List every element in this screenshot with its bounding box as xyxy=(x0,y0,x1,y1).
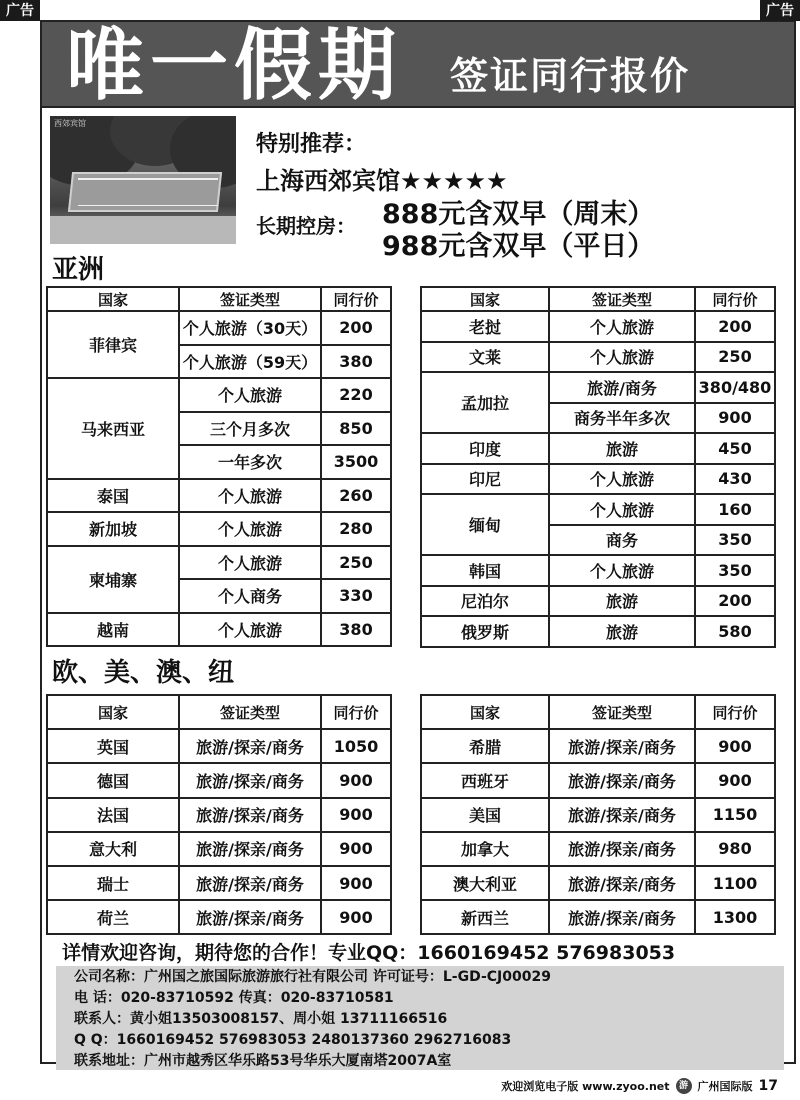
visa-cell: 旅游/探亲/商务 xyxy=(549,866,695,900)
price-cell: 580 xyxy=(695,616,775,647)
price-cell: 900 xyxy=(321,866,391,900)
country-cell: 文莱 xyxy=(421,342,549,373)
table-row xyxy=(421,729,775,763)
visa-cell: 商务 xyxy=(549,525,695,556)
table-row xyxy=(47,832,391,866)
visa-cell: 三个月多次 xyxy=(179,412,321,446)
price-cell: 200 xyxy=(321,311,391,345)
table-row xyxy=(421,900,775,934)
price-cell: 980 xyxy=(695,832,775,866)
table-row xyxy=(47,613,391,647)
table-row xyxy=(47,798,391,832)
price-cell: 250 xyxy=(321,546,391,580)
table-row xyxy=(47,378,391,412)
visa-cell: 个人旅游 xyxy=(549,342,695,373)
room-hold-label: 长期控房： xyxy=(256,214,356,238)
page-subtitle: 签证同行报价 xyxy=(450,54,691,98)
col-country: 国家 xyxy=(421,695,549,729)
price-cell: 900 xyxy=(321,900,391,934)
price-cell: 330 xyxy=(321,579,391,613)
table-row xyxy=(421,555,775,586)
ad-label-left: 广告 xyxy=(0,0,40,21)
footer-edition: 广州国际版 xyxy=(697,1080,753,1093)
table-row xyxy=(421,866,775,900)
country-cell: 英国 xyxy=(47,729,179,763)
country-cell: 孟加拉 xyxy=(421,372,549,433)
visa-cell: 旅游 xyxy=(549,433,695,464)
asia-table-right xyxy=(420,286,776,648)
visa-cell: 个人旅游 xyxy=(549,311,695,342)
table-row xyxy=(47,512,391,546)
country-cell: 韩国 xyxy=(421,555,549,586)
table-row xyxy=(421,798,775,832)
table-header-row xyxy=(47,695,391,729)
table-header-row xyxy=(421,695,775,729)
table-row xyxy=(421,433,775,464)
country-cell: 印度 xyxy=(421,433,549,464)
table-row xyxy=(47,866,391,900)
table-row xyxy=(47,729,391,763)
visa-cell: 旅游/商务 xyxy=(549,372,695,403)
country-cell: 新加坡 xyxy=(47,512,179,546)
visa-cell: 个人旅游 xyxy=(549,494,695,525)
visa-cell: 旅游/探亲/商务 xyxy=(549,798,695,832)
col-visa-type: 签证类型 xyxy=(549,287,695,311)
col-country: 国家 xyxy=(47,287,179,311)
country-cell: 老挝 xyxy=(421,311,549,342)
hotel-name: 上海西郊宾馆★★★★★ xyxy=(256,167,508,195)
table-row xyxy=(47,763,391,797)
company-phone: 电 话：020-83710592 传真：020-83710581 xyxy=(74,990,394,1006)
country-cell: 德国 xyxy=(47,763,179,797)
price-cell: 900 xyxy=(695,729,775,763)
country-cell: 法国 xyxy=(47,798,179,832)
country-cell: 尼泊尔 xyxy=(421,586,549,617)
zyoo-logo-icon: 游 xyxy=(676,1078,692,1094)
country-cell: 印尼 xyxy=(421,464,549,495)
weekday-price: 988元含双早（平日） xyxy=(382,231,655,262)
price-cell: 850 xyxy=(321,412,391,446)
visa-cell: 个人商务 xyxy=(179,579,321,613)
price-cell: 380 xyxy=(321,345,391,379)
visa-cell: 旅游/探亲/商务 xyxy=(549,900,695,934)
section-title-europe: 欧、美、澳、纽 xyxy=(52,658,235,688)
visa-cell: 个人旅游 xyxy=(179,479,321,513)
country-cell: 缅甸 xyxy=(421,494,549,555)
ad-label-right: 广告 xyxy=(760,0,800,21)
hotel-photo xyxy=(50,116,236,244)
visa-cell: 旅游 xyxy=(549,616,695,647)
price-cell: 200 xyxy=(695,311,775,342)
country-cell: 柬埔寨 xyxy=(47,546,179,613)
col-country: 国家 xyxy=(47,695,179,729)
table-row xyxy=(47,900,391,934)
page-footer xyxy=(501,1078,778,1094)
visa-cell: 旅游/探亲/商务 xyxy=(179,763,321,797)
col-visa-type: 签证类型 xyxy=(179,287,321,311)
company-name: 公司名称：广州国之旅国际旅游旅行社有限公司 许可证号：L-GD-CJ00029 xyxy=(74,969,551,985)
company-qq: Q Q：1660169452 576983053 2480137360 2962716083 xyxy=(74,1032,512,1048)
table-header-row xyxy=(421,287,775,311)
price-cell: 160 xyxy=(695,494,775,525)
col-visa-type: 签证类型 xyxy=(179,695,321,729)
country-cell: 希腊 xyxy=(421,729,549,763)
company-address: 联系地址：广州市越秀区华乐路53号华乐大厦南塔2007A室 xyxy=(74,1053,452,1069)
contact-line: 详情欢迎咨询，期待您的合作！专业QQ：1660169452 576983053 xyxy=(62,942,676,964)
visa-cell: 旅游/探亲/商务 xyxy=(179,798,321,832)
country-cell: 荷兰 xyxy=(47,900,179,934)
table-row xyxy=(421,616,775,647)
price-cell: 200 xyxy=(695,586,775,617)
table-header-row xyxy=(47,287,391,311)
price-cell: 350 xyxy=(695,525,775,556)
country-cell: 意大利 xyxy=(47,832,179,866)
country-cell: 美国 xyxy=(421,798,549,832)
table-row xyxy=(421,494,775,525)
country-cell: 澳大利亚 xyxy=(421,866,549,900)
country-cell: 泰国 xyxy=(47,479,179,513)
visa-cell: 旅游/探亲/商务 xyxy=(549,832,695,866)
promo-label: 特别推荐： xyxy=(256,132,367,157)
visa-cell: 旅游/探亲/商务 xyxy=(549,763,695,797)
price-cell: 1300 xyxy=(695,900,775,934)
country-cell: 加拿大 xyxy=(421,832,549,866)
visa-cell: 个人旅游 xyxy=(549,464,695,495)
col-visa-type: 签证类型 xyxy=(549,695,695,729)
europe-table-left xyxy=(46,694,392,935)
price-cell: 220 xyxy=(321,378,391,412)
table-row xyxy=(47,546,391,580)
price-cell: 900 xyxy=(321,763,391,797)
country-cell: 新西兰 xyxy=(421,900,549,934)
visa-cell: 旅游/探亲/商务 xyxy=(549,729,695,763)
country-cell: 马来西亚 xyxy=(47,378,179,479)
price-cell: 350 xyxy=(695,555,775,586)
company-contacts: 联系人：黄小姐13503008157、周小姐 13711166516 xyxy=(74,1011,448,1027)
visa-cell: 个人旅游（59天） xyxy=(179,345,321,379)
page-number: 17 xyxy=(758,1078,778,1094)
table-row xyxy=(421,586,775,617)
visa-cell: 一年多次 xyxy=(179,445,321,479)
visa-cell: 个人旅游（30天） xyxy=(179,311,321,345)
table-row xyxy=(47,311,391,345)
visa-cell: 个人旅游 xyxy=(179,512,321,546)
country-cell: 俄罗斯 xyxy=(421,616,549,647)
table-row xyxy=(421,464,775,495)
price-cell: 380 xyxy=(321,613,391,647)
visa-cell: 旅游 xyxy=(549,586,695,617)
price-cell: 280 xyxy=(321,512,391,546)
col-country: 国家 xyxy=(421,287,549,311)
visa-cell: 个人旅游 xyxy=(179,378,321,412)
visa-cell: 个人旅游 xyxy=(179,546,321,580)
price-cell: 3500 xyxy=(321,445,391,479)
price-cell: 250 xyxy=(695,342,775,373)
price-cell: 430 xyxy=(695,464,775,495)
europe-table-right xyxy=(420,694,776,935)
country-cell: 西班牙 xyxy=(421,763,549,797)
photo-caption: 西郊宾馆 xyxy=(54,119,86,128)
col-price: 同行价 xyxy=(695,287,775,311)
visa-cell: 旅游/探亲/商务 xyxy=(179,866,321,900)
asia-table-left xyxy=(46,286,392,647)
col-price: 同行价 xyxy=(321,695,391,729)
table-row xyxy=(421,342,775,373)
weekend-price: 888元含双早（周末） xyxy=(382,199,655,230)
table-row xyxy=(47,479,391,513)
brand-title: 唯一假期 xyxy=(66,20,403,111)
price-cell: 260 xyxy=(321,479,391,513)
visa-cell: 旅游/探亲/商务 xyxy=(179,832,321,866)
table-row xyxy=(421,372,775,403)
section-title-asia: 亚洲 xyxy=(52,255,105,285)
country-cell: 瑞士 xyxy=(47,866,179,900)
price-cell: 900 xyxy=(695,763,775,797)
visa-cell: 个人旅游 xyxy=(549,555,695,586)
price-cell: 900 xyxy=(321,832,391,866)
price-cell: 380/480 xyxy=(695,372,775,403)
table-row xyxy=(421,832,775,866)
country-cell: 菲律宾 xyxy=(47,311,179,378)
table-row xyxy=(421,311,775,342)
col-price: 同行价 xyxy=(321,287,391,311)
price-cell: 1050 xyxy=(321,729,391,763)
price-cell: 450 xyxy=(695,433,775,464)
visa-cell: 旅游/探亲/商务 xyxy=(179,900,321,934)
table-row xyxy=(421,763,775,797)
visa-cell: 旅游/探亲/商务 xyxy=(179,729,321,763)
price-cell: 1100 xyxy=(695,866,775,900)
col-price: 同行价 xyxy=(695,695,775,729)
price-cell: 1150 xyxy=(695,798,775,832)
visa-cell: 商务半年多次 xyxy=(549,403,695,434)
price-cell: 900 xyxy=(695,403,775,434)
visa-cell: 个人旅游 xyxy=(179,613,321,647)
country-cell: 越南 xyxy=(47,613,179,647)
price-cell: 900 xyxy=(321,798,391,832)
footer-site-text: 欢迎浏览电子版 www.zyoo.net xyxy=(501,1080,670,1093)
